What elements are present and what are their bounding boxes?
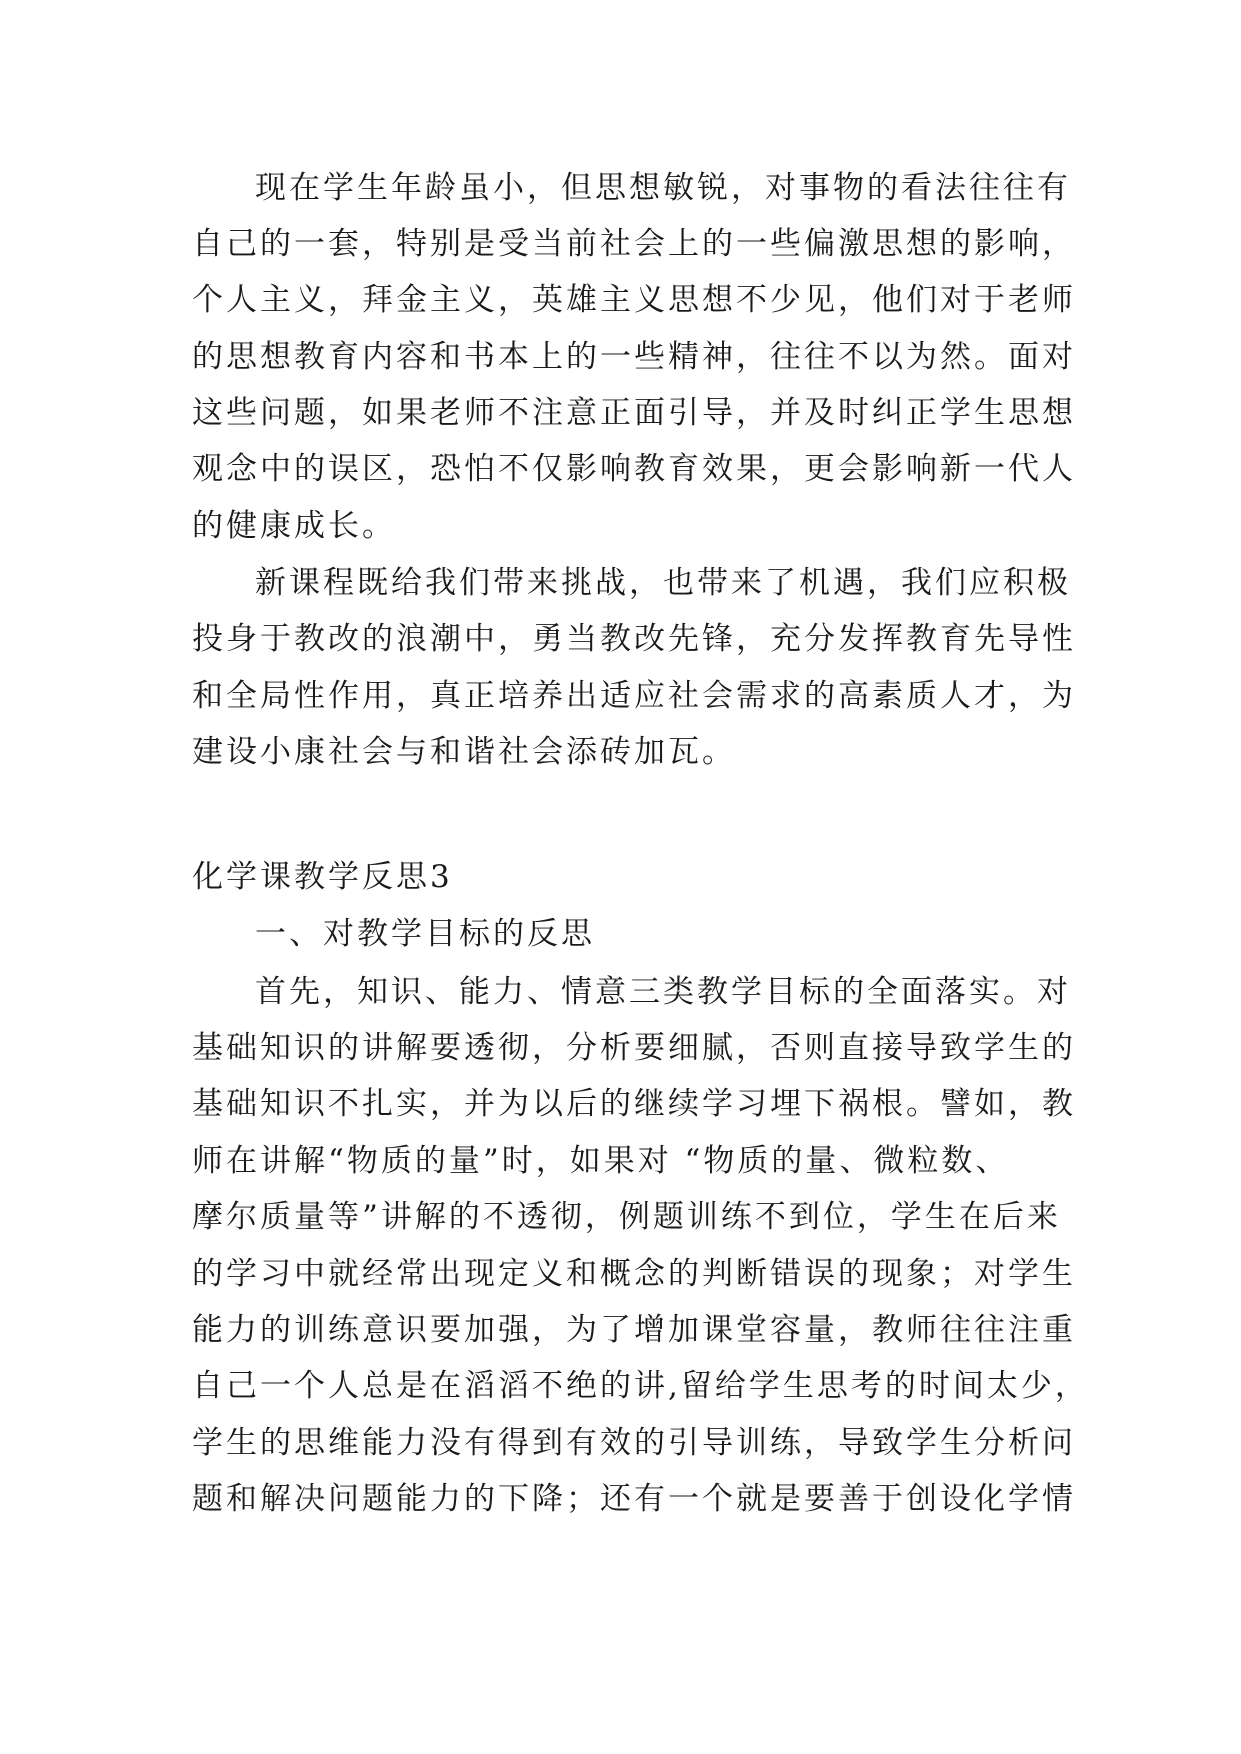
paragraph-line: 基础知识的讲解要透彻，分析要细腻，否则直接导致学生的 — [192, 1030, 1076, 1066]
paragraph-line: 自己一个人总是在滔滔不绝的讲,留给学生思考的时间太少， — [192, 1368, 1089, 1404]
paragraph-line: 的健康成长。 — [192, 508, 396, 544]
paragraph-line: 的学习中就经常出现定义和概念的判断错误的现象；对学生 — [192, 1256, 1076, 1292]
paragraph-line: 现在学生年龄虽小，但思想敏锐，对事物的看法往往有 — [255, 170, 1071, 206]
paragraph-line: 能力的训练意识要加强，为了增加课堂容量，教师往往注重 — [192, 1312, 1076, 1348]
paragraph-line: 观念中的误区，恐怕不仅影响教育效果，更会影响新一代人 — [192, 451, 1076, 487]
paragraph-line: 建设小康社会与和谐社会添砖加瓦。 — [192, 734, 736, 770]
paragraph-line: 新课程既给我们带来挑战，也带来了机遇，我们应积极 — [255, 565, 1071, 601]
section-title: 化学课教学反思3 — [192, 859, 453, 895]
paragraph-line: 和全局性作用，真正培养出适应社会需求的高素质人才，为 — [192, 678, 1076, 714]
paragraph-line: 首先，知识、能力、情意三类教学目标的全面落实。对 — [255, 974, 1071, 1010]
paragraph-line: 的思想教育内容和书本上的一些精神，往往不以为然。面对 — [192, 339, 1076, 375]
paragraph-line: 师在讲解“物质的量”时，如果对 “物质的量、微粒数、 — [192, 1143, 1010, 1179]
paragraph-line: 个人主义，拜金主义，英雄主义思想不少见，他们对于老师 — [192, 282, 1076, 318]
paragraph-line: 自己的一套，特别是受当前社会上的一些偏激思想的影响， — [192, 226, 1076, 262]
paragraph-line: 基础知识不扎实，并为以后的继续学习埋下祸根。譬如，教 — [192, 1086, 1076, 1122]
paragraph-line: 这些问题，如果老师不注意正面引导，并及时纠正学生思想 — [192, 395, 1076, 431]
paragraph-line: 摩尔质量等”讲解的不透彻，例题训练不到位，学生在后来 — [192, 1199, 1061, 1235]
paragraph-line: 学生的思维能力没有得到有效的引导训练，导致学生分析问 — [192, 1425, 1076, 1461]
paragraph-line: 投身于教改的浪潮中，勇当教改先锋，充分发挥教育先导性 — [192, 621, 1076, 657]
paragraph-line: 题和解决问题能力的下降；还有一个就是要善于创设化学情 — [192, 1481, 1076, 1517]
subheading: 一、对教学目标的反思 — [255, 916, 595, 952]
